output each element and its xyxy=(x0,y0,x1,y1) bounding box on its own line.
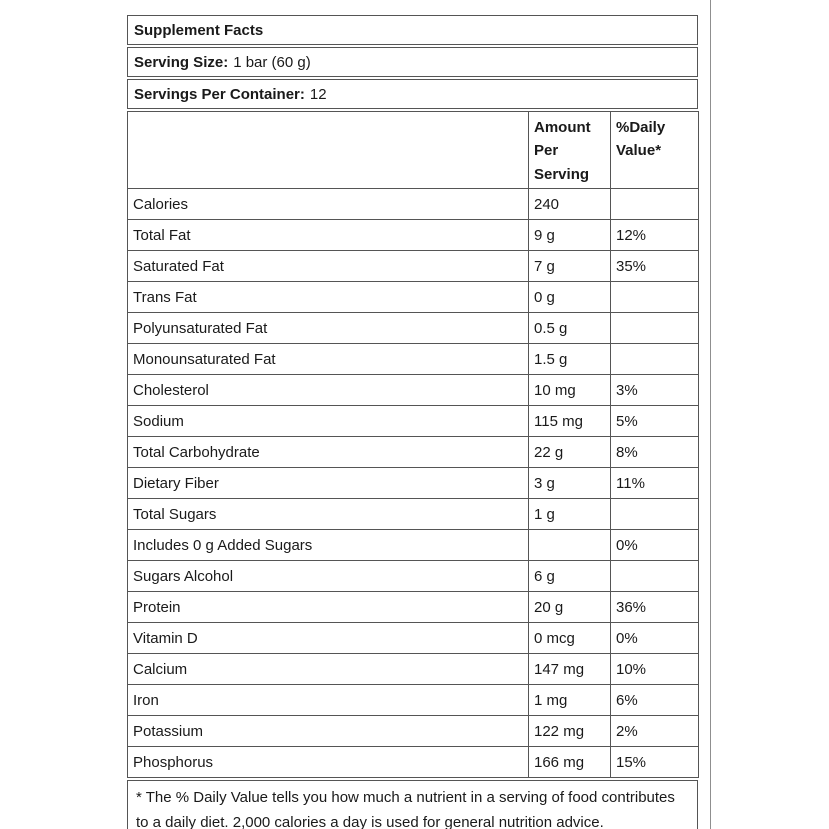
table-row xyxy=(128,654,699,685)
daily-value-cell: 11% xyxy=(611,468,699,499)
table-row xyxy=(128,313,699,344)
table-row xyxy=(128,716,699,747)
table-row xyxy=(128,282,699,313)
amount-cell: 115 mg xyxy=(529,406,611,437)
amount-cell xyxy=(529,530,611,561)
amount-cell: 147 mg xyxy=(529,654,611,685)
daily-value-cell: 10% xyxy=(611,654,699,685)
serving-size-value: 1 bar (60 g) xyxy=(233,53,311,71)
table-row xyxy=(128,437,699,468)
amount-cell: 122 mg xyxy=(529,716,611,747)
table-row xyxy=(128,561,699,592)
nutrient-cell: Sugars Alcohol xyxy=(128,561,529,592)
daily-value-column-header: %Daily Value* xyxy=(611,112,699,189)
nutrient-cell: Sodium xyxy=(128,406,529,437)
nutrient-cell: Saturated Fat xyxy=(128,251,529,282)
nutrient-cell: Dietary Fiber xyxy=(128,468,529,499)
nutrient-cell: Monounsaturated Fat xyxy=(128,344,529,375)
amount-cell: 0 mcg xyxy=(529,623,611,654)
table-row xyxy=(128,344,699,375)
daily-value-cell: 36% xyxy=(611,592,699,623)
daily-value-footnote: * The % Daily Value tells you how much a nutrient in a serving of food contributes to a daily diet. 2,000 calories a day is used for general nutrition advice. xyxy=(136,789,675,829)
amount-cell: 10 mg xyxy=(529,375,611,406)
nutrient-cell: Cholesterol xyxy=(128,375,529,406)
daily-value-cell: 0% xyxy=(611,623,699,654)
amount-cell: 0 g xyxy=(529,282,611,313)
amount-cell: 166 mg xyxy=(529,747,611,778)
table-row xyxy=(128,406,699,437)
page-edge-divider xyxy=(710,0,711,829)
daily-value-cell xyxy=(611,344,699,375)
facts-table-body xyxy=(128,189,699,778)
daily-value-cell: 15% xyxy=(611,747,699,778)
amount-cell: 3 g xyxy=(529,468,611,499)
nutrient-cell: Iron xyxy=(128,685,529,716)
nutrient-cell: Includes 0 g Added Sugars xyxy=(128,530,529,561)
serving-size-label: Serving Size: xyxy=(134,53,229,71)
daily-value-cell: 5% xyxy=(611,406,699,437)
daily-value-cell xyxy=(611,189,699,220)
title-box xyxy=(127,15,698,45)
supplement-facts-title: Supplement Facts xyxy=(134,21,264,39)
daily-value-cell xyxy=(611,561,699,592)
amount-cell: 0.5 g xyxy=(529,313,611,344)
nutrient-cell: Total Carbohydrate xyxy=(128,437,529,468)
table-row xyxy=(128,530,699,561)
daily-value-cell xyxy=(611,499,699,530)
daily-value-cell xyxy=(611,282,699,313)
nutrient-cell: Calcium xyxy=(128,654,529,685)
daily-value-cell xyxy=(611,313,699,344)
table-row xyxy=(128,189,699,220)
table-row xyxy=(128,468,699,499)
nutrient-cell: Vitamin D xyxy=(128,623,529,654)
facts-table xyxy=(127,111,699,778)
nutrient-cell: Protein xyxy=(128,592,529,623)
daily-value-cell: 0% xyxy=(611,530,699,561)
nutrient-cell: Polyunsaturated Fat xyxy=(128,313,529,344)
daily-value-cell: 35% xyxy=(611,251,699,282)
servings-per-container-value: 12 xyxy=(309,85,327,103)
table-row xyxy=(128,747,699,778)
nutrient-cell: Trans Fat xyxy=(128,282,529,313)
amount-cell: 1 mg xyxy=(529,685,611,716)
nutrient-cell: Total Fat xyxy=(128,220,529,251)
header-row xyxy=(128,112,699,189)
nutrient-column-header xyxy=(128,112,529,189)
daily-value-cell: 2% xyxy=(611,716,699,747)
amount-cell: 20 g xyxy=(529,592,611,623)
amount-cell: 22 g xyxy=(529,437,611,468)
table-row xyxy=(128,685,699,716)
amount-cell: 240 xyxy=(529,189,611,220)
nutrient-cell: Phosphorus xyxy=(128,747,529,778)
nutrient-cell: Calories xyxy=(128,189,529,220)
daily-value-cell: 12% xyxy=(611,220,699,251)
footnote-box xyxy=(127,780,698,829)
servings-per-container-row xyxy=(127,79,698,109)
amount-column-header: Amount Per Serving xyxy=(529,112,611,189)
table-row xyxy=(128,592,699,623)
serving-size-row xyxy=(127,47,698,77)
facts-table-header xyxy=(128,112,699,189)
amount-cell: 7 g xyxy=(529,251,611,282)
daily-value-cell: 3% xyxy=(611,375,699,406)
amount-cell: 6 g xyxy=(529,561,611,592)
table-row xyxy=(128,220,699,251)
amount-cell: 9 g xyxy=(529,220,611,251)
servings-per-container-label: Servings Per Container: xyxy=(134,85,305,103)
amount-cell: 1.5 g xyxy=(529,344,611,375)
supplement-facts-label xyxy=(127,15,698,829)
table-row xyxy=(128,499,699,530)
daily-value-cell: 6% xyxy=(611,685,699,716)
amount-cell: 1 g xyxy=(529,499,611,530)
table-row xyxy=(128,623,699,654)
table-row xyxy=(128,375,699,406)
table-row xyxy=(128,251,699,282)
nutrient-cell: Total Sugars xyxy=(128,499,529,530)
nutrient-cell: Potassium xyxy=(128,716,529,747)
daily-value-cell: 8% xyxy=(611,437,699,468)
